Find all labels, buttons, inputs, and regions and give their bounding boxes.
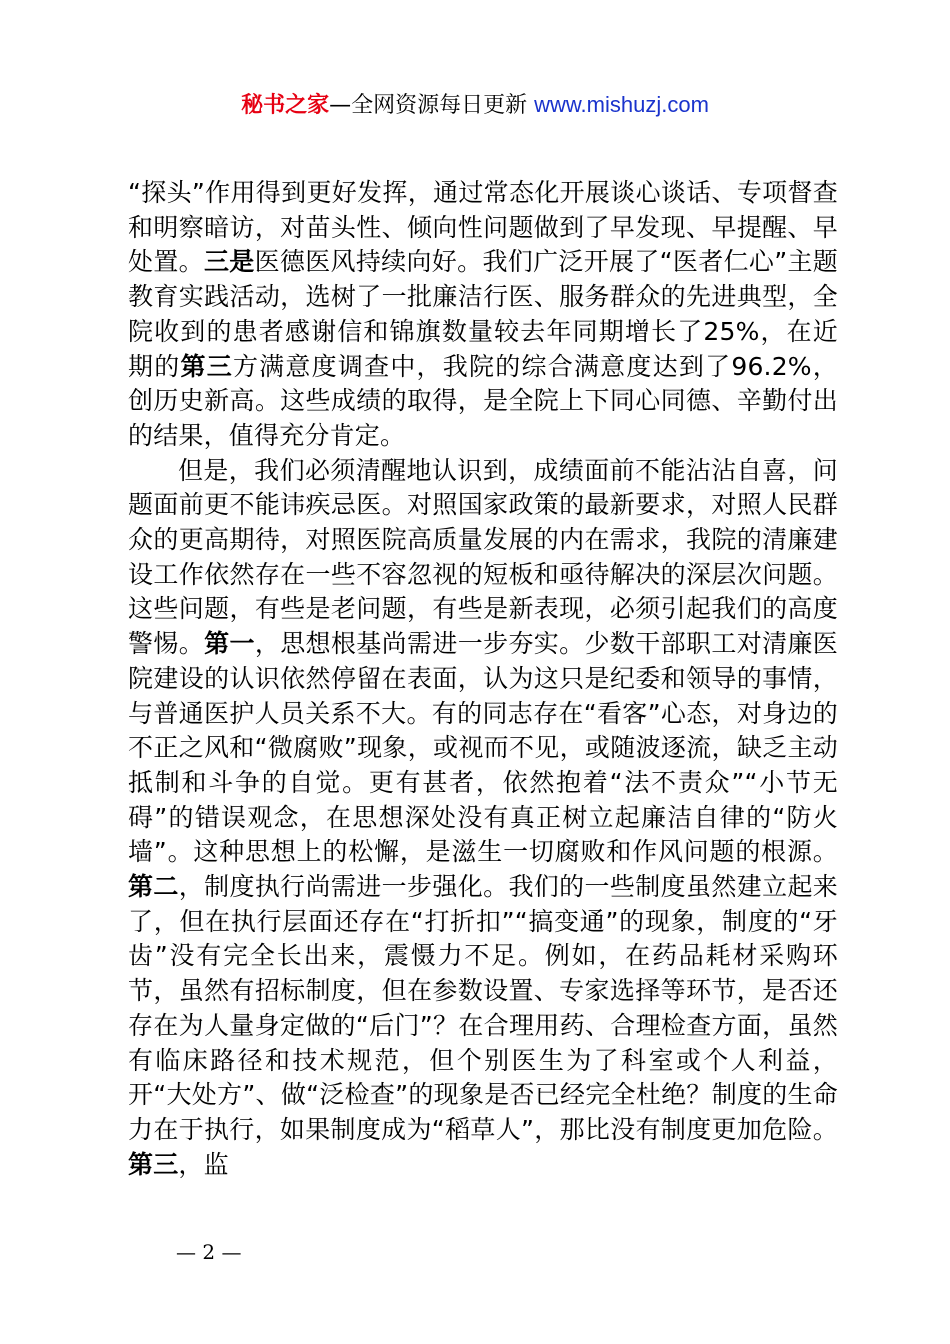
site-banner: [0, 90, 950, 121]
text-segment: ，制度执行尚需进一步强化。我们的一些制度虽然建立起来了，但在执行层面还存在“打折扣”“搞变通”的现象，制度的“牙齿”没有完全长出来，震慑力不足。例如，在药品耗材采购环节，虽然有招标制度，但在参数设置、专家选择等环节，是否还存在为人量身定做的“后门”？在合理用药、合理检查方面，虽然有临床路径和技术规范，但个别医生为了科室或个人利益，开“大处方”、做“泛检查”的现象是否已经完全杜绝？制度的生命力在于执行，如果制度成为“稻草人”，那比没有制度更加危险。: [128, 872, 839, 1144]
document-body: [128, 176, 838, 1182]
text-segment: 但是，我们必须清醒地认识到，成绩面前不能沾沾自喜，问题面前更不能讳疾忌医。对照国家政策的最新要求，对照人民群众的更高期待，对照医院高质量发展的内在需求，我院的清廉建设工作依然存在一些不容忽视的短板和亟待解决的深层次问题。这些问题，有些是老问题，有些是新表现，必须引起我们的高度警惕。: [128, 455, 838, 659]
text-segment: ，监: [178, 1149, 229, 1179]
bold-marker: 第三: [180, 351, 233, 381]
bold-marker: 第一: [204, 629, 255, 659]
brand-name: 秘书之家: [241, 93, 330, 118]
text-segment: 方满意度调查中，我院的综合满意度达到了96.2%，创历史新高。这些成绩的取得，是全院上下同心同德、辛勤付出的结果，值得充分肯定。: [128, 351, 838, 450]
text-segment: 医德医风持续向好。我们广泛开展了“医者仁心”主题教育实践活动，选树了一批廉洁行医、服务群众的先进典型，全院收到的患者感谢信和锦旗数量较去年同期增长了25%，在近期的: [128, 247, 838, 381]
paragraph: [128, 454, 838, 1183]
banner-url-link[interactable]: www.mishuzj.com: [534, 92, 709, 117]
bold-marker: 第三: [128, 1149, 179, 1179]
bold-marker: 三是: [203, 247, 255, 277]
paragraph: [128, 176, 838, 454]
banner-dash: —: [329, 93, 352, 118]
text-segment: “探头”作用得到更好发挥，通过常态化开展谈心谈话、专项督查和明察暗访，对苗头性、倾向性问题做到了早发现、早提醒、早处置。: [128, 178, 838, 277]
page-number: — 2 —: [176, 1240, 242, 1264]
banner-tagline: 全网资源每日更新: [351, 93, 535, 118]
text-segment: ，思想根基尚需进一步夯实。少数干部职工对清廉医院建设的认识依然停留在表面，认为这只是纪委和领导的事情，与普通医护人员关系不大。有的同志存在“看客”心态，对身边的不正之风和“微腐败”现象，或视而不见，或随波逐流，缺乏主动抵制和斗争的自觉。更有甚者，依然抱着“法不责众”“小节无碍”的错误观念，在思想深处没有真正树立起廉洁自律的“防火墙”。这种思想上的松懈，是滋生一切腐败和作风问题的根源。: [128, 629, 838, 867]
bold-marker: 第二: [128, 872, 179, 902]
